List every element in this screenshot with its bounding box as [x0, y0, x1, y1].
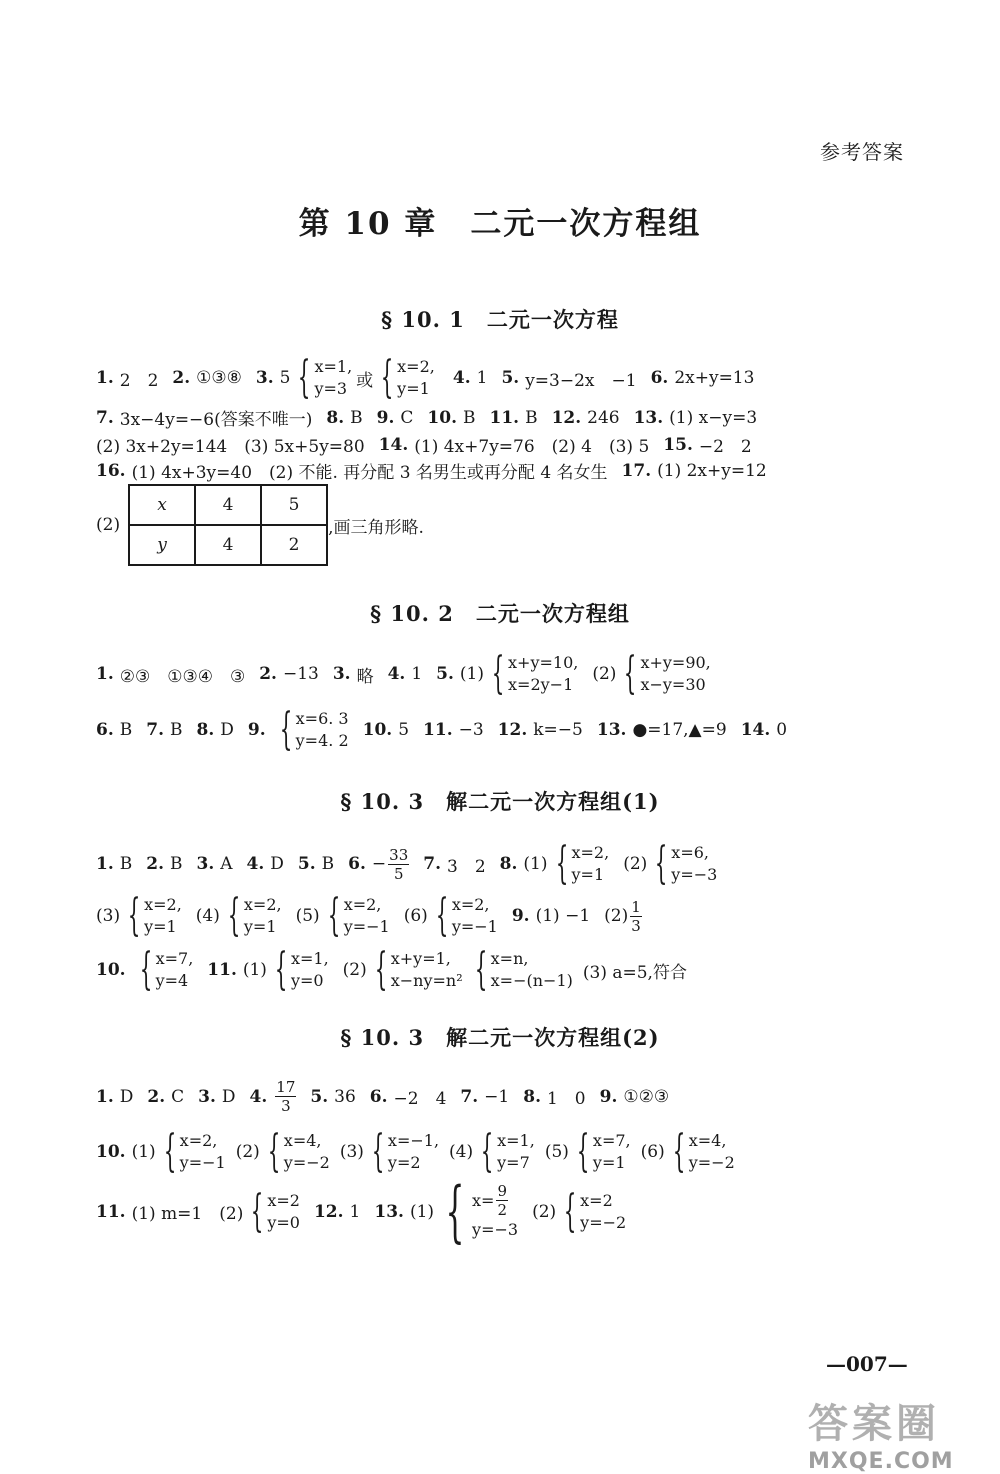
watermark-bottom: MXQE.COM: [808, 1449, 954, 1474]
fraction: $\frac{33}{5}$: [389, 845, 409, 883]
equation-system: { x=2, y=1: [127, 890, 182, 941]
sub-label: (6): [403, 906, 428, 926]
q-number: 8.: [196, 720, 215, 740]
section-title-10-3-1: § 10. 3 解二元一次方程组(1): [340, 789, 660, 814]
q-number: 6.: [348, 854, 366, 874]
sub-label: (1): [409, 1201, 435, 1222]
answer: −2 4: [393, 1089, 447, 1109]
answer: 0: [776, 720, 788, 740]
table-cell: 4: [195, 485, 261, 525]
q-number: 6.: [96, 720, 114, 740]
q-number: 3.: [198, 1086, 216, 1107]
answer: 36: [334, 1086, 356, 1107]
equation-system: { x=2 y=0: [251, 1185, 300, 1237]
section-title-10-1: § 10. 1 二元一次方程: [381, 307, 619, 332]
q-number: 3.: [255, 368, 274, 388]
answer: ,画三角形略.: [328, 517, 424, 538]
s4-line-2: [96, 1126, 739, 1177]
q-number: 3.: [196, 854, 215, 874]
q-number: 12.: [551, 407, 582, 428]
q-number: 5.: [436, 664, 454, 684]
sub-label: (1): [242, 960, 267, 980]
q-number: 2.: [147, 1086, 166, 1107]
answer: −1: [484, 1086, 510, 1107]
s3-line-3: [96, 944, 687, 995]
answer: 2x+y=13: [674, 368, 755, 388]
s4-line-3: [96, 1172, 630, 1250]
answer: (3) a=5,符合: [582, 962, 687, 983]
q-number: 14.: [378, 434, 409, 455]
s4-line-1: [96, 1078, 669, 1115]
q-number: 10.: [96, 960, 126, 980]
s1-line-1: [96, 352, 755, 403]
chapter-title: 第 10 章 二元一次方程组: [298, 206, 702, 242]
equation-system: { x=2, y=−1: [163, 1126, 226, 1177]
equation-system: { x=1, y=0: [274, 944, 329, 995]
sub-label: (4): [449, 1142, 474, 1162]
minus-sign: −: [371, 854, 387, 874]
section-title-10-3-2: § 10. 3 解二元一次方程组(2): [340, 1025, 660, 1050]
answer: 1 0: [546, 1089, 586, 1109]
q-number: 7.: [423, 854, 442, 874]
q-number: 10.: [427, 407, 457, 428]
answer: 5: [279, 368, 291, 388]
equation-system: { x+y=10, x=2y−1: [491, 648, 579, 699]
sub-label: (3): [339, 1142, 364, 1162]
equation-system: { x=1, y=3: [298, 352, 353, 403]
equation-system: { x=n, x=−(n−1): [474, 944, 573, 995]
fraction: $\frac{1}{3}$: [631, 897, 641, 935]
q-number: 14.: [740, 720, 771, 740]
s1-line-2: [96, 405, 757, 430]
q-number: 5.: [501, 368, 520, 388]
answer: ①②③: [623, 1086, 670, 1107]
q-number: 8.: [499, 854, 518, 874]
answer: −3: [458, 720, 484, 740]
q-number: 17.: [621, 460, 652, 481]
q-number: 9.: [376, 407, 395, 428]
q-number: 9.: [247, 720, 266, 740]
answer: 3 2: [447, 856, 486, 877]
answer: −13: [282, 664, 319, 684]
answer: (1) 2x+y=12: [657, 460, 767, 481]
answer: D: [221, 1086, 236, 1107]
answer: 1: [349, 1201, 361, 1222]
equation-system: { x=2, y=1: [555, 838, 610, 889]
answer: (1) −1: [535, 906, 591, 926]
answer: D: [270, 854, 284, 874]
q-number: 3.: [332, 664, 351, 684]
table-cell: 5: [261, 485, 327, 525]
equation-system: { x= $\frac{9}{2}$ y=−3: [445, 1172, 519, 1250]
answer: ①③⑧: [196, 368, 242, 388]
equation-system: { x=−1, y=2: [371, 1126, 440, 1177]
table-cell: y: [129, 525, 195, 565]
answer: 5: [398, 720, 410, 740]
s1-line-3: [96, 432, 752, 457]
s1-line-5: [96, 484, 424, 566]
s3-line-2: [96, 890, 644, 941]
equation-system: { x=2, y=1: [227, 890, 282, 941]
q-number: 11.: [207, 960, 237, 980]
equation-system: { x=7, y=1: [576, 1126, 631, 1177]
q-number: 7.: [460, 1086, 479, 1107]
answer: 略: [356, 666, 374, 687]
equation-system: { x=4, y=−2: [672, 1126, 735, 1177]
answer: B: [170, 720, 183, 740]
answer: (2) 3x+2y=144 (3) 5x+5y=80: [96, 437, 365, 457]
q-number: 4.: [387, 664, 406, 684]
q-number: 8.: [523, 1086, 541, 1107]
q-number: 10.: [96, 1142, 126, 1162]
answer: B: [119, 720, 133, 740]
answer: 3x−4y=−6(答案不唯一): [119, 410, 313, 430]
sub-label: (4): [195, 906, 220, 926]
sub-label: (2): [592, 664, 617, 684]
q-number: 2.: [259, 664, 277, 684]
table-cell: 4: [195, 525, 261, 565]
q-number: 2.: [172, 368, 191, 388]
watermark-top: 答案圈: [808, 1401, 940, 1447]
q-number: 5.: [297, 854, 316, 874]
answer: B: [170, 854, 183, 874]
sub-label: (2): [96, 515, 121, 535]
q-number: 13.: [596, 720, 627, 740]
q-number: 2.: [146, 854, 164, 874]
q-number: 4.: [246, 854, 265, 874]
q-number: 15.: [663, 434, 693, 455]
answer: (1) m=1 (2): [131, 1204, 244, 1224]
sub-label: (1): [459, 664, 485, 684]
fraction: $\frac{17}{3}$: [276, 1078, 296, 1115]
table-row: [129, 485, 327, 525]
answer: B: [119, 854, 133, 874]
section-title-10-2: § 10. 2 二元一次方程组: [370, 601, 630, 626]
table-cell: x: [129, 485, 195, 525]
q-number: 9.: [511, 906, 530, 926]
q-number: 11.: [489, 407, 520, 428]
answer: 1: [476, 368, 488, 388]
equation-system: { x=2, y=−1: [435, 890, 498, 941]
q-number: 13.: [374, 1201, 404, 1222]
equation-system: { x+y=90, x−y=30: [624, 648, 711, 699]
q-number: 7.: [96, 407, 114, 428]
q-number: 4.: [249, 1086, 268, 1107]
answer: A: [220, 854, 233, 874]
answer: ②③ ①③④ ③: [119, 666, 246, 687]
answer: B: [462, 407, 476, 428]
answer: D: [220, 720, 234, 740]
q-number: 1.: [96, 854, 114, 874]
q-number: 12.: [313, 1201, 344, 1222]
equation-system: { x+y=1, x−ny=n²: [374, 944, 463, 995]
or-word: 或: [356, 370, 374, 391]
table-row: [129, 525, 327, 565]
sub-label: (2): [342, 960, 367, 980]
answer: (1) x−y=3: [669, 407, 758, 428]
sub-label: (5): [295, 906, 320, 926]
q-number: 11.: [423, 720, 453, 740]
equation-system: { x=1, y=7: [480, 1126, 535, 1177]
q-number: 4.: [452, 368, 471, 388]
answer: −2 2: [698, 437, 752, 457]
answer: B: [350, 407, 363, 428]
equation-system: { x=7, y=4: [139, 944, 194, 995]
s2-line-1: [96, 648, 715, 699]
sub-label: (2): [623, 854, 648, 874]
answer: (1) 4x+7y=76 (2) 4 (3) 5: [414, 437, 650, 457]
equation-system: { x=2 y=−2: [563, 1185, 627, 1237]
s3-line-1: [96, 838, 721, 889]
equation-system: { x=4, y=−2: [267, 1126, 330, 1177]
q-number: 16.: [96, 460, 126, 481]
sub-label: (3): [96, 906, 121, 926]
sub-label: (1): [523, 854, 548, 874]
q-number: 12.: [497, 720, 528, 740]
equation-system: { x=6, y=−3: [654, 838, 718, 889]
s2-line-2: [96, 704, 788, 755]
q-number: 1.: [96, 1086, 114, 1107]
equation-system: { x=2, y=−1: [327, 890, 390, 941]
answer: 246: [587, 407, 620, 428]
answer: C: [171, 1086, 185, 1107]
answer: ●=17,▲=9: [632, 720, 727, 740]
q-number: 13.: [633, 407, 664, 428]
answer: 1: [411, 664, 423, 684]
q-number: 6.: [369, 1086, 388, 1107]
sub-label: (1): [131, 1142, 156, 1162]
answer: k=−5: [533, 720, 583, 740]
sub-label: (5): [544, 1142, 569, 1162]
sub-label: (2): [532, 1201, 557, 1222]
sub-label: (2): [604, 906, 629, 926]
sub-label: (2): [235, 1142, 260, 1162]
sub-label: (6): [640, 1142, 665, 1162]
answer: y=3−2x −1: [525, 370, 637, 391]
q-number: 8.: [326, 407, 345, 428]
answer: (1) 4x+3y=40 (2) 不能. 再分配 3 名男生或再分配 4 名女生: [131, 463, 608, 483]
answer: C: [400, 407, 414, 428]
q-number: 5.: [310, 1086, 329, 1107]
xy-table: [128, 484, 328, 566]
answer: D: [119, 1086, 134, 1107]
q-number: 7.: [146, 720, 164, 740]
answer: B: [525, 407, 538, 428]
answer: B: [321, 854, 335, 874]
answer: 2 2: [119, 370, 159, 391]
s1-line-4: [96, 458, 767, 483]
q-number: 1.: [96, 664, 114, 684]
q-number: 6.: [650, 368, 669, 388]
equation-system: { x=6. 3 y=4. 2: [279, 704, 349, 755]
q-number: 10.: [362, 720, 393, 740]
header-label: 参考答案: [820, 140, 904, 164]
equation-system: { x=2, y=1: [380, 352, 435, 403]
table-cell: 2: [261, 525, 327, 565]
q-number: 1.: [96, 368, 114, 388]
page-number: —007—: [826, 1352, 908, 1376]
watermark: [808, 1392, 954, 1474]
q-number: 11.: [96, 1201, 126, 1222]
q-number: 9.: [599, 1086, 618, 1107]
